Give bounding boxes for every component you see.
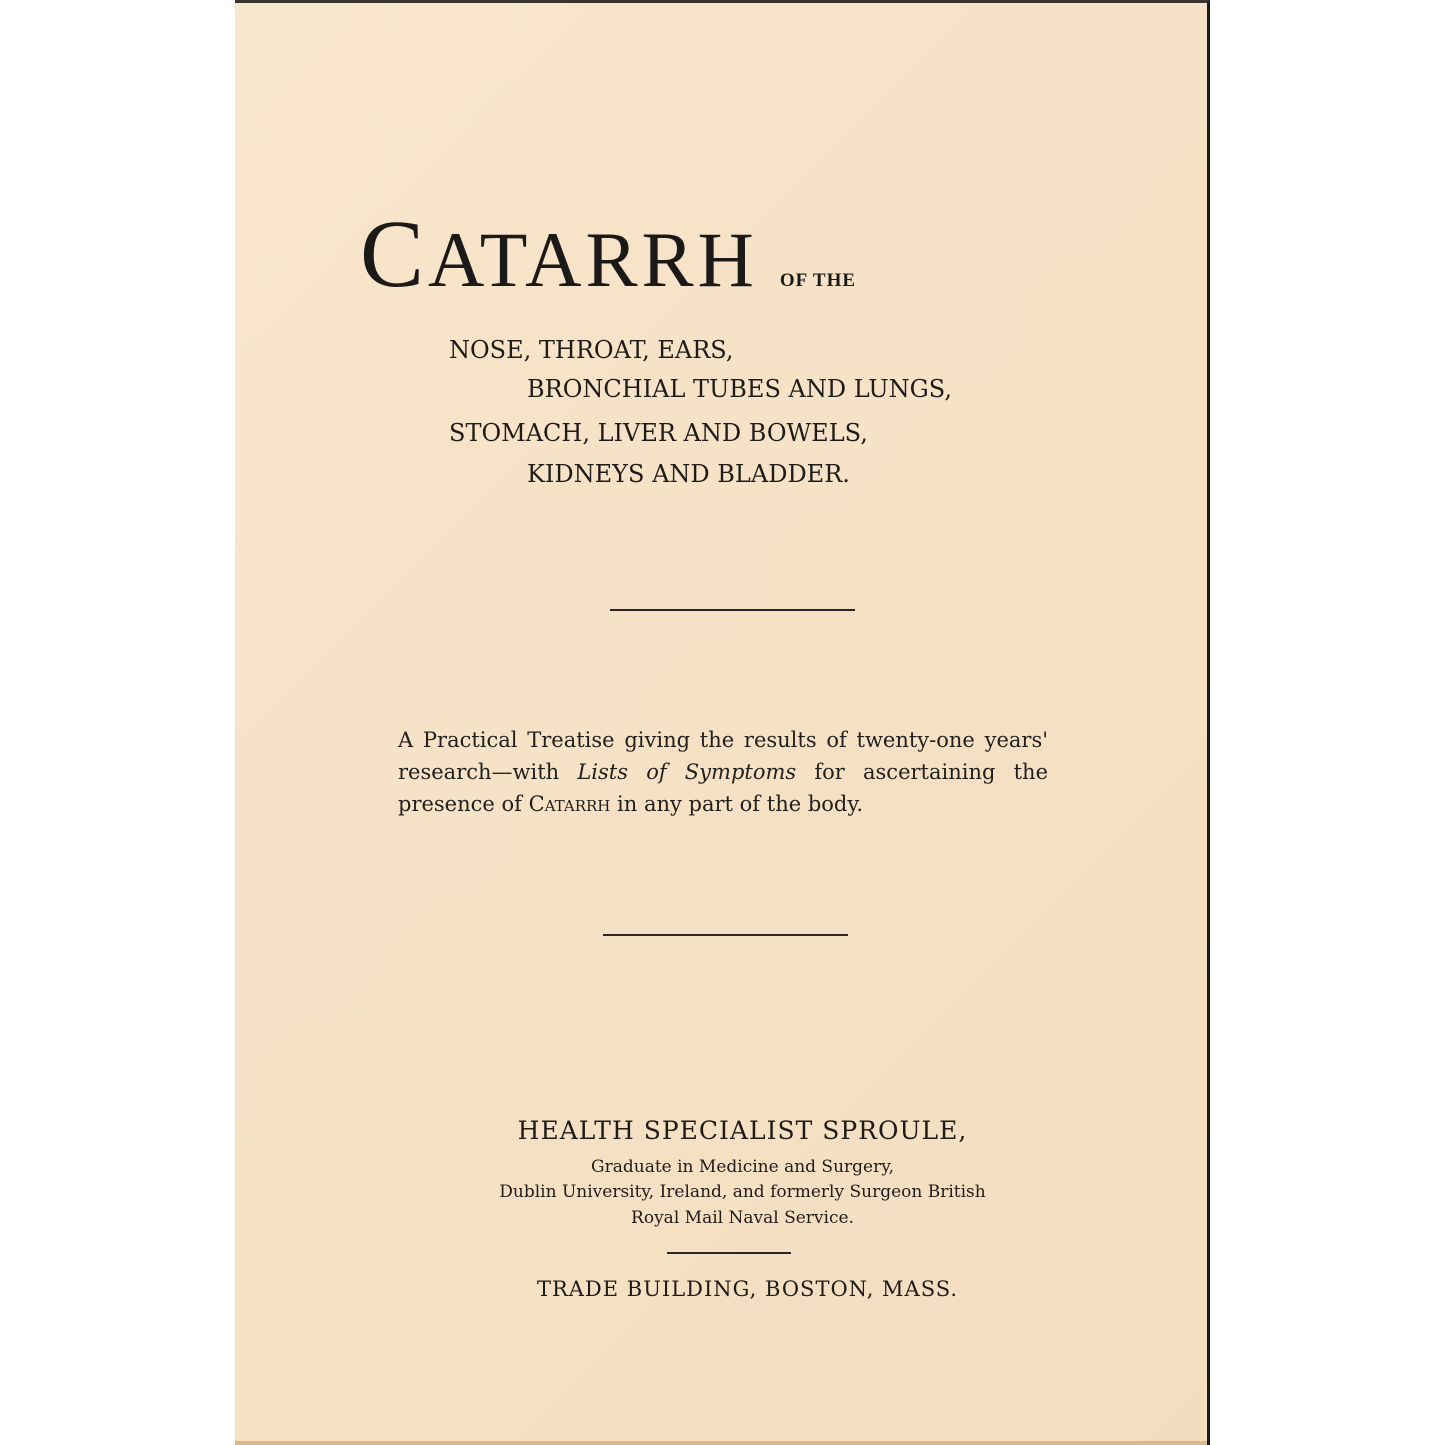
author-credential: Graduate in Medicine and Surgery, [591,1157,894,1177]
description-text: A Practical Treatise giving the results of twenty-one years' research—with [398,728,1048,784]
divider-rule [603,934,848,936]
title-initial: C [360,200,429,307]
description-italic: Lists of Symptoms [577,760,797,784]
title [360,198,856,309]
description-text: for ascertaining the presence of [398,760,1048,816]
description-smallcaps: Catarrh [528,792,611,816]
description-paragraph [398,724,1048,820]
title-main [360,200,758,307]
title-rest: ATARRH [428,216,758,303]
divider-rule [610,609,855,611]
author-name: HEALTH SPECIALIST SPROULE, [517,1116,968,1145]
author-credential: Dublin University, Ireland, and formerly Surgeon British [499,1182,986,1202]
document-page [235,0,1210,1445]
description-text: in any part of the body. [610,792,864,816]
author-credential: Royal Mail Naval Service. [631,1208,854,1228]
address: TRADE BUILDING, BOSTON, MASS. [536,1277,959,1301]
subtitle-line: STOMACH, LIVER AND BOWELS, [449,419,868,447]
divider-rule [667,1252,791,1254]
subtitle-line: NOSE, THROAT, EARS, [449,336,734,364]
title-suffix: OF THE [779,270,857,291]
subtitle-line: BRONCHIAL TUBES AND LUNGS, [527,375,952,403]
subtitle-line: KIDNEYS AND BLADDER. [527,460,850,488]
